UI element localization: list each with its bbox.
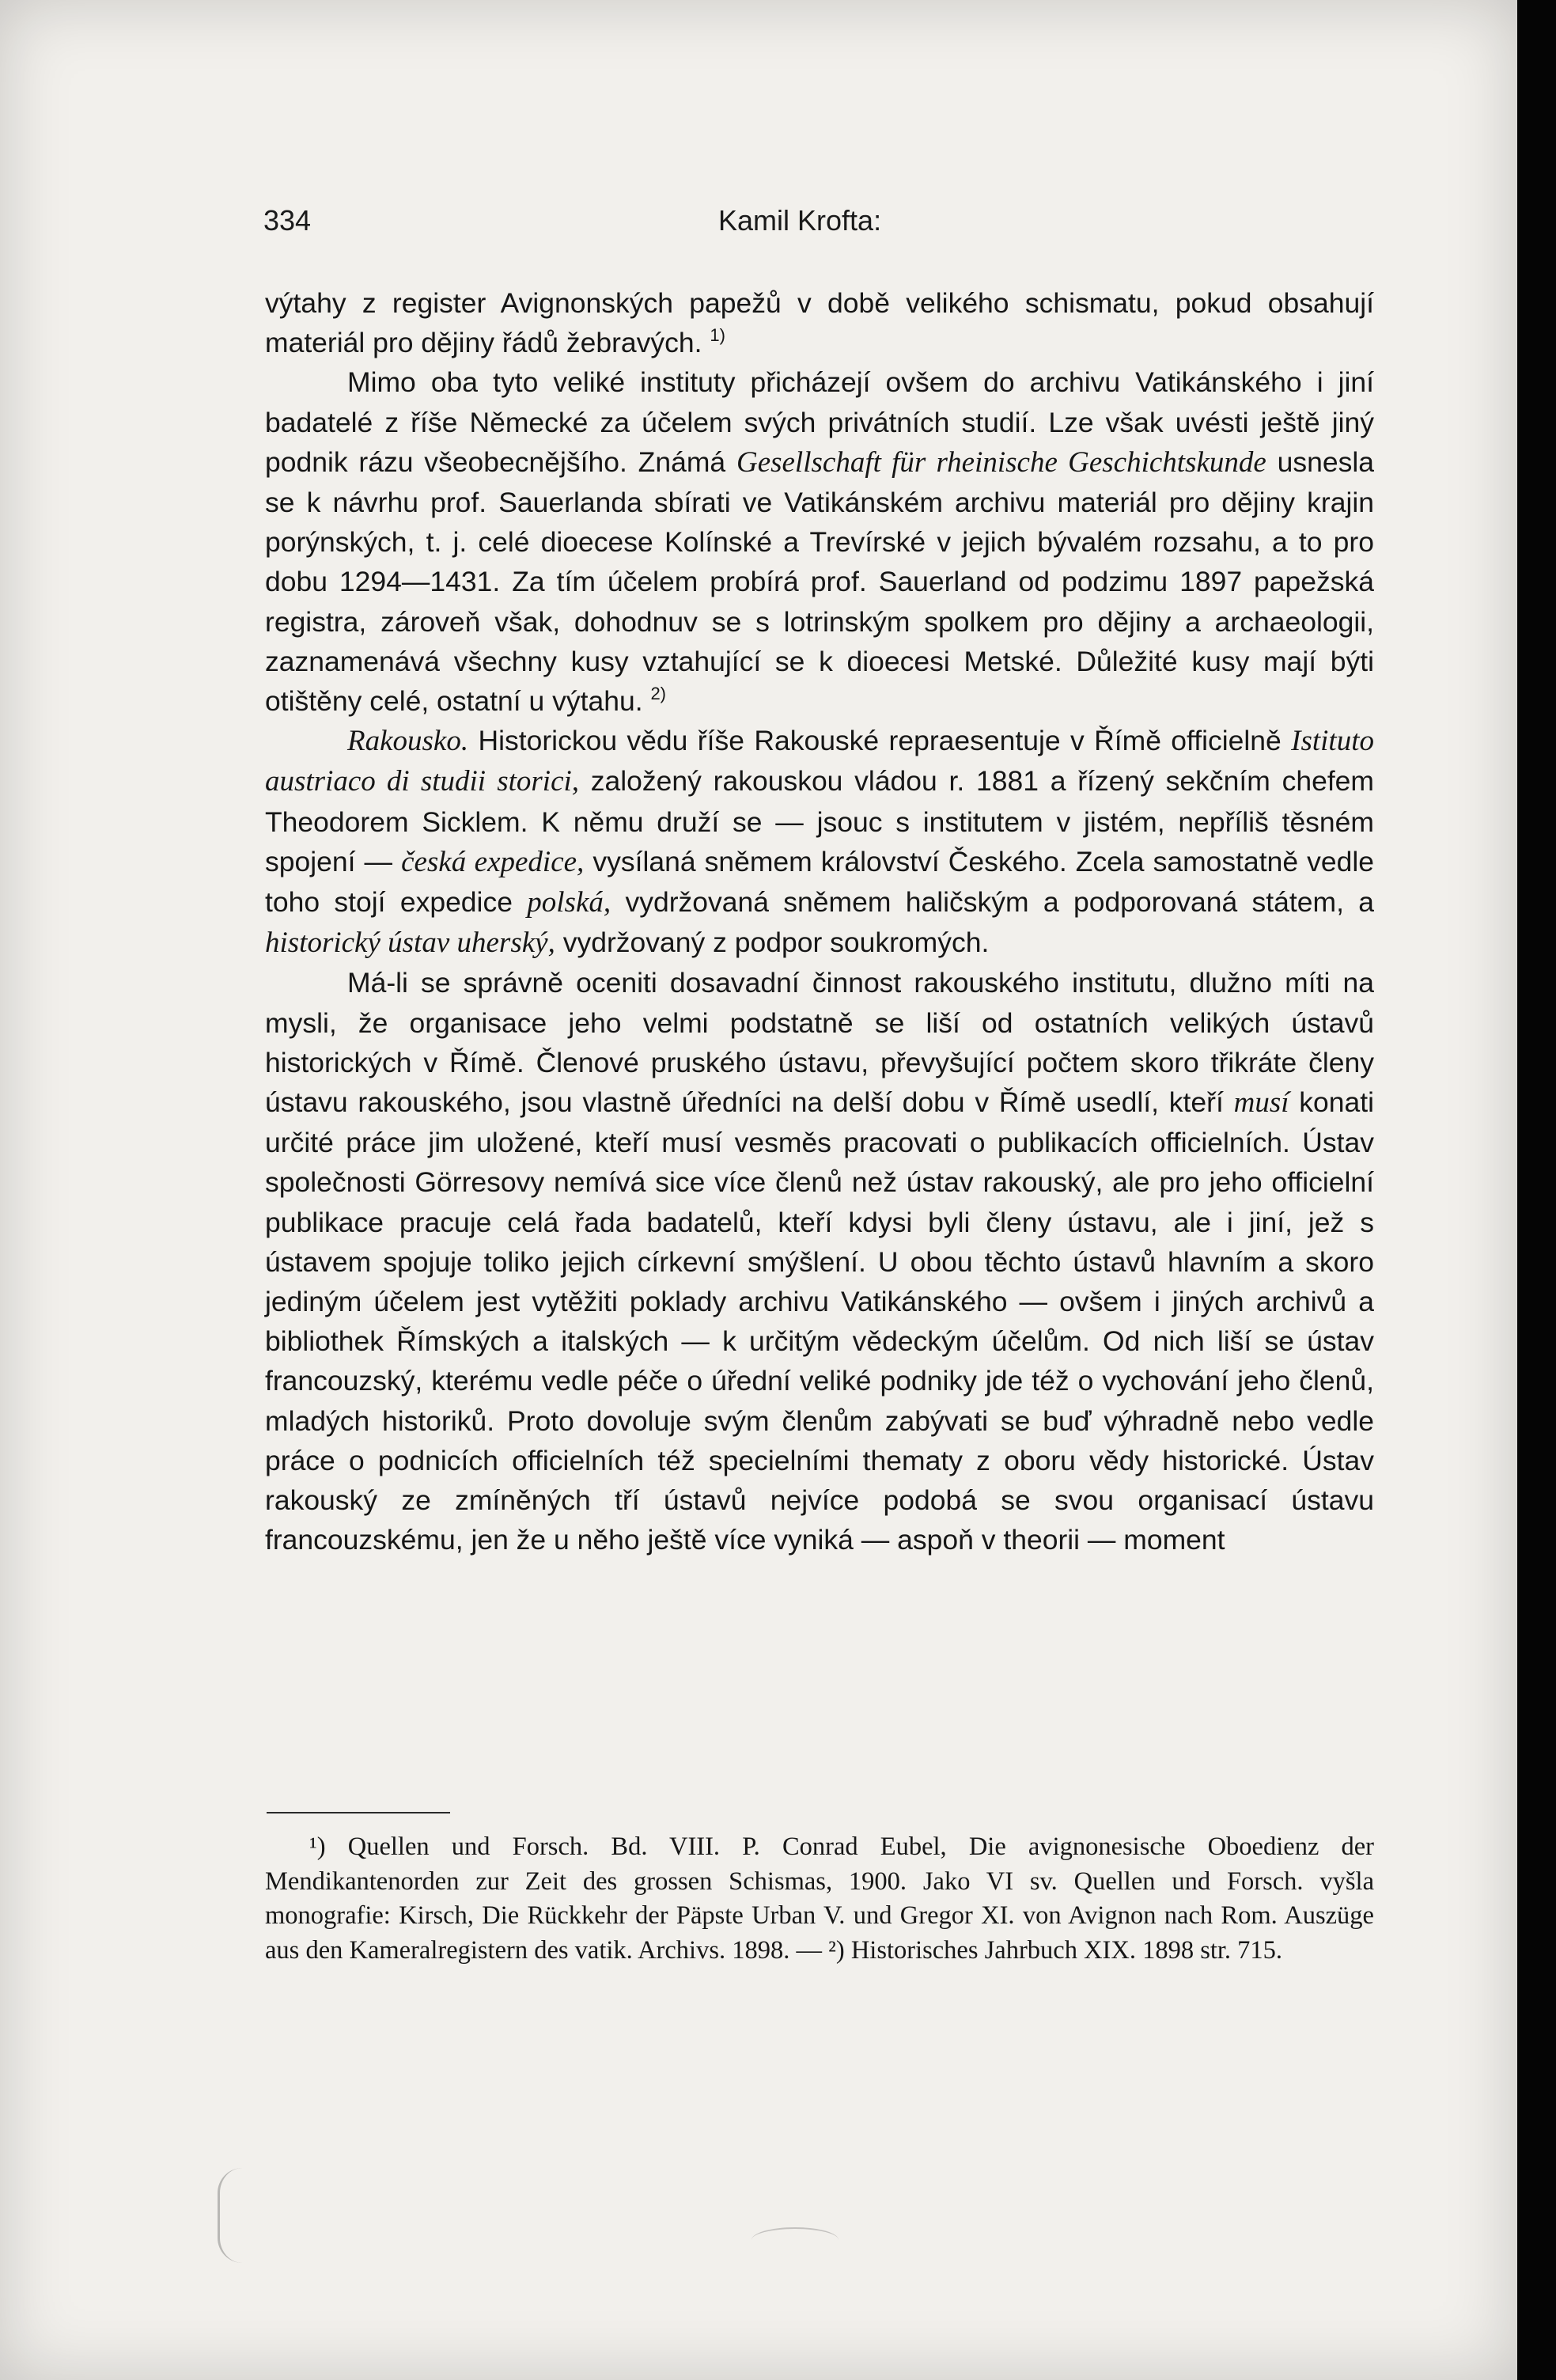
society-name: Gesellschaft für rheinische Geschichtskunde xyxy=(736,445,1266,479)
paragraph-4-text-b: konati určité práce jim uložené, kteří musí vesměs pracovati o publikacích officielních. Ústav společnosti Görresovy nemívá sice více členů než ústav rakouský, ale pro jeho officielní publikace pracuje celá řada badatelů, kteří kdysi byli členy ústavu, ale i jiní, jež s ústavem spojuje toliko jejich církevní smýšlení. U obou těchto ústavů hlavním a skoro jediným účelem jest vytěžiti poklady archivu Vatikánského — ovšem i jiných archivů a bibliothek Římských a italských — k určitým vědeckým účelům. Od nich liší se ústav francouzský, kterému vedle péče o úřední veliké podniky jde též o vychování jeho členů, mladých historiků. Proto dovoluje svým členům zabývati se buď výhradně nebo vedle práce o podnicích officielních též specielními thematy z oboru vědy historické. Ústav rakouský ze zmíněných tří ústavů nejvíce podobá se svou organisací ústavu francouzskému, jen že u něho ještě více vyniká — aspoň v theorii — moment xyxy=(265,1086,1374,1556)
scan-mark xyxy=(751,2227,839,2253)
footnote-1 xyxy=(265,1830,1374,1968)
paragraph-3-text-e: vydržovaný z podpor soukromých. xyxy=(562,927,990,959)
paragraph-4 xyxy=(265,963,1374,1560)
footnotes xyxy=(265,1830,1374,1968)
paragraph-1 xyxy=(265,283,1374,362)
emphasis-musi: musí xyxy=(1233,1086,1289,1120)
paragraph-3 xyxy=(265,721,1374,963)
page-number: 334 xyxy=(263,204,312,237)
running-header xyxy=(263,204,1371,244)
hungarian-institute: historický ústav uherský, xyxy=(265,927,555,960)
footnote-ref-2: 2) xyxy=(650,684,666,704)
institute-name: Istituto austriaco di studii storici, xyxy=(265,725,1374,798)
polish-expedition: polská, xyxy=(527,886,611,919)
footnote-ref-1: 1) xyxy=(710,325,725,346)
paragraph-3-text-d: vydržovaná sněmem haličským a podporovaná státem, a xyxy=(625,886,1374,919)
scan-border xyxy=(1517,0,1556,2380)
scan-mark xyxy=(218,2168,267,2263)
footnote-2-mark: ²) xyxy=(828,1935,845,1965)
paragraph-1-text: výtahy z register Avignonských papežů v době velikého schismatu, pokud obsahují materiál pro dějiny řádů žebravých. xyxy=(265,287,1374,359)
paragraph-2-text-a: Mimo oba tyto veliké instituty přicházejí ovšem do archivu Vatikánského i jiní badatelé z říše Německé za účelem svých privátních studií. Lze však uvésti ještě jiný podnik rázu všeobecnějšího. Známá xyxy=(265,366,1374,478)
paragraph-4-text-a: Má-li se správně oceniti dosavadní činnost rakouského institutu, dlužno míti na mysli, že organisace jeho velmi podstatně se liší od ostatních velikých ústavů historických v Římě. Členové pruského ústavu, převyšující počtem skoro třikráte členy ústavu rakouského, jsou vlastně úředníci na delší dobu v Římě usedlí, kteří xyxy=(265,967,1374,1119)
body-text xyxy=(265,283,1374,1560)
footnote-1-mark: ¹) xyxy=(309,1832,326,1861)
paragraph-3-text-b: založený rakouskou vládou r. 1881 a řízený sekčním chefem Theodorem Sicklem. K němu druží se — jsouc s institutem v jistém, nepříliš těsném spojení — xyxy=(265,765,1374,877)
czech-expedition: česká expedice, xyxy=(401,845,585,878)
paragraph-3-text-c: vysílaná sněmem království Českého. Zcela samostatně vedle toho stojí expedice xyxy=(265,845,1374,919)
footnote-2-text: Historisches Jahrbuch XIX. 1898 str. 715. xyxy=(850,1935,1283,1965)
footnote-divider xyxy=(267,1812,450,1813)
paragraph-3-text-a: Historickou vědu říše Rakouské repraesentuje v Římě officielně xyxy=(478,725,1282,757)
footnote-1-text: Quellen und Forsch. Bd. VIII. P. Conrad Eubel, Die avignonesische Oboedienz der Mendikantenorden zur Zeit des grossen Schismas, 1900. Jako VI sv. Quellen und Forsch. vyšla monografie: Kirsch, Die Rückkehr der Päpste Urban V. und Gregor XI. von Avignon nach Rom. Auszüge aus den Kameralregistern des vatik. Archivs. 1898. — xyxy=(265,1832,1375,1965)
running-title: Kamil Krofta: xyxy=(718,204,882,237)
paragraph-2-text-b: usnesla se k návrhu prof. Sauerlanda sbírati ve Vatikánském archivu materiál pro dějiny krajin porýnských, t. j. celé dioecese Kolínské a Trevírské v jejich bývalém rozsahu, a to pro dobu 1294—1431. Za tím účelem probírá prof. Sauerland od podzimu 1897 papežská registra, zároveň však, dohodnuv se s lotrinským spolkem pro dějiny a archaeologii, zaznamenává všechny kusy vztahující se k dioecesi Metské. Důležité kusy mají býti otištěny celé, ostatní u výtahu. xyxy=(265,445,1374,718)
section-heading-rakousko: Rakousko. xyxy=(347,725,469,758)
paragraph-2 xyxy=(265,362,1374,721)
